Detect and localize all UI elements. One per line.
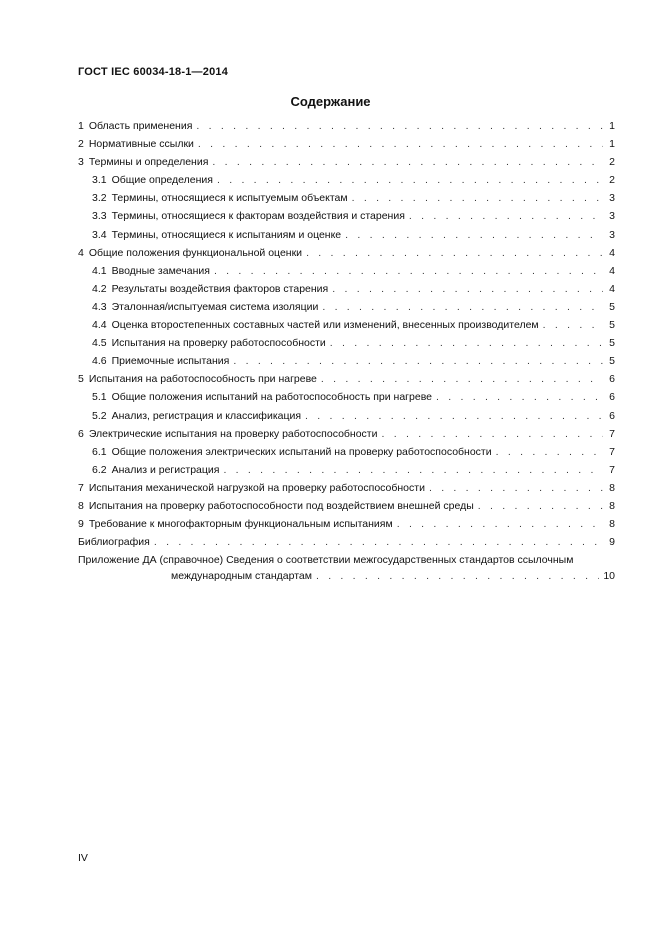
toc-entry-page: 7 bbox=[609, 427, 615, 440]
toc-entry-number: 1 bbox=[78, 120, 84, 132]
toc-entry-page: 5 bbox=[609, 319, 615, 332]
dot-leader bbox=[397, 518, 603, 530]
toc-entry-number: 6.2 bbox=[92, 463, 107, 476]
toc-entry-page: 5 bbox=[609, 355, 615, 368]
page-title: Содержание bbox=[290, 94, 371, 109]
toc-entry-page: 2 bbox=[609, 174, 615, 187]
toc-entry-page: 6 bbox=[609, 391, 615, 404]
toc-entry-number: 9 bbox=[78, 518, 84, 531]
toc-entry-number: 3.2 bbox=[92, 192, 107, 205]
toc-entry[interactable] bbox=[78, 391, 615, 409]
toc-entry[interactable] bbox=[78, 174, 615, 192]
dot-leader bbox=[345, 229, 603, 241]
toc-entry-title: Библиография bbox=[78, 536, 150, 549]
dot-leader bbox=[198, 138, 603, 150]
toc-entry[interactable] bbox=[78, 446, 615, 464]
toc-entry-title: Общие определения bbox=[111, 174, 213, 187]
dot-leader bbox=[322, 301, 603, 313]
toc-entry-page: 6 bbox=[609, 409, 615, 422]
toc-entry[interactable] bbox=[78, 482, 615, 500]
toc-entry-number: 5.1 bbox=[92, 391, 107, 404]
toc-entry-page: 7 bbox=[609, 445, 615, 458]
dot-leader bbox=[382, 428, 604, 440]
toc-appendix-page: 10 bbox=[603, 570, 615, 583]
dot-leader bbox=[305, 410, 603, 422]
toc-entry-title: Область применения bbox=[88, 120, 193, 132]
toc-entry-number: 3.1 bbox=[92, 174, 107, 187]
toc-entry-title: Термины, относящиеся к факторам воздействия и старения bbox=[111, 210, 405, 223]
toc-entry-page: 1 bbox=[609, 138, 615, 151]
toc-entry-page: 4 bbox=[609, 282, 615, 295]
toc-entry-page: 5 bbox=[609, 300, 615, 313]
toc-entry-number: 4.3 bbox=[92, 300, 107, 313]
toc-entry[interactable] bbox=[78, 319, 615, 337]
toc-entry-page: 8 bbox=[609, 481, 615, 494]
toc-entry-title: Испытания на проверку работоспособности под воздействием внешней среды bbox=[88, 499, 474, 512]
toc-entry-title: Общие положения испытаний на работоспособность при нагреве bbox=[111, 391, 432, 404]
toc-entry-title: Термины, относящиеся к испытуемым объектам bbox=[111, 192, 348, 205]
toc-entry-title: Результаты воздействия факторов старения bbox=[111, 282, 329, 295]
toc-entry-number: 4.5 bbox=[92, 337, 107, 350]
toc-entry[interactable] bbox=[78, 138, 615, 156]
page-number: IV bbox=[78, 852, 88, 864]
toc-entry-page: 3 bbox=[609, 192, 615, 205]
toc-entry[interactable] bbox=[78, 229, 615, 247]
toc-entry-title: Вводные замечания bbox=[111, 264, 210, 277]
toc-entry-number: 4 bbox=[78, 246, 84, 259]
toc-entry-title: Термины и определения bbox=[88, 156, 209, 169]
toc-entry[interactable] bbox=[78, 120, 615, 138]
toc-entry-number: 3.4 bbox=[92, 228, 107, 241]
toc-entry-number: 5 bbox=[78, 373, 84, 386]
toc-entry[interactable] bbox=[78, 210, 615, 228]
toc-entry-number: 8 bbox=[78, 499, 84, 512]
toc-appendix-entry[interactable] bbox=[78, 554, 615, 570]
toc-entry-page: 6 bbox=[609, 373, 615, 386]
toc-entry[interactable] bbox=[78, 247, 615, 265]
dot-leader bbox=[543, 319, 603, 331]
toc-entry-number: 3 bbox=[78, 156, 84, 169]
toc-entry-page: 4 bbox=[609, 246, 615, 259]
toc-entry-number: 2 bbox=[78, 138, 84, 151]
dot-leader bbox=[496, 446, 603, 458]
toc-entry[interactable] bbox=[78, 428, 615, 446]
toc-entry-title: Приемочные испытания bbox=[111, 355, 230, 368]
toc-appendix-title-line2: международным стандартам bbox=[171, 570, 312, 583]
toc-entry[interactable] bbox=[78, 464, 615, 482]
toc-entry[interactable] bbox=[78, 337, 615, 355]
toc-entry-title: Термины, относящиеся к испытаниям и оценке bbox=[111, 228, 342, 241]
dot-leader bbox=[316, 570, 599, 582]
dot-leader bbox=[233, 355, 603, 367]
toc-entry-page: 8 bbox=[609, 518, 615, 531]
toc-entry-page: 7 bbox=[609, 463, 615, 476]
toc-entry[interactable] bbox=[78, 192, 615, 210]
toc-entry-number: 4.4 bbox=[92, 319, 107, 332]
dot-leader bbox=[330, 337, 603, 349]
toc-entry-page: 2 bbox=[609, 156, 615, 169]
dot-leader bbox=[306, 247, 603, 259]
toc-entry[interactable] bbox=[78, 373, 615, 391]
toc-entry-number: 5.2 bbox=[92, 409, 107, 422]
toc-entry-number: 4.2 bbox=[92, 282, 107, 295]
toc-entry-title: Испытания на работоспособность при нагреве bbox=[88, 373, 317, 386]
toc-appendix-entry-continued[interactable] bbox=[78, 570, 615, 588]
toc-entry-title: Электрические испытания на проверку работоспособности bbox=[88, 427, 378, 440]
dot-leader bbox=[217, 174, 603, 186]
toc-entry-page: 9 bbox=[609, 536, 615, 549]
toc-entry-page: 1 bbox=[609, 120, 615, 132]
toc-entry[interactable] bbox=[78, 536, 615, 554]
toc-entry-number: 6 bbox=[78, 427, 84, 440]
dot-leader bbox=[429, 482, 603, 494]
toc-entry-number: 4.6 bbox=[92, 355, 107, 368]
dot-leader bbox=[352, 192, 603, 204]
toc-entry-title: Требование к многофакторным функциональным испытаниям bbox=[88, 518, 393, 531]
toc-entry-page: 4 bbox=[609, 264, 615, 277]
dot-leader bbox=[332, 283, 603, 295]
toc-entry-title: Испытания на проверку работоспособности bbox=[111, 337, 326, 350]
toc-entry-title: Нормативные ссылки bbox=[88, 138, 194, 151]
toc-entry[interactable] bbox=[78, 301, 615, 319]
dot-leader bbox=[214, 265, 603, 277]
toc-entry-page: 3 bbox=[609, 210, 615, 223]
toc-entry-page: 8 bbox=[609, 499, 615, 512]
toc-entry-title: Оценка второстепенных составных частей или изменений, внесенных производителем bbox=[111, 319, 539, 332]
toc-entry[interactable] bbox=[78, 355, 615, 373]
toc-entry-number: 7 bbox=[78, 481, 84, 494]
toc-entry-title: Общие положения функциональной оценки bbox=[88, 246, 303, 259]
document-code: ГОСТ IEC 60034-18-1—2014 bbox=[78, 66, 229, 78]
dot-leader bbox=[212, 156, 603, 168]
toc-entry-page: 5 bbox=[609, 337, 615, 350]
toc-entry[interactable] bbox=[78, 265, 615, 283]
dot-leader bbox=[196, 120, 603, 132]
toc-entry-title: Испытания механической нагрузкой на проверку работоспособности bbox=[88, 481, 425, 494]
toc-entry[interactable] bbox=[78, 518, 615, 536]
dot-leader bbox=[223, 464, 603, 476]
toc-entry-number: 6.1 bbox=[92, 445, 107, 458]
dot-leader bbox=[436, 391, 603, 403]
toc-entry-title: Эталонная/испытуемая система изоляции bbox=[111, 300, 319, 313]
toc-entry[interactable] bbox=[78, 410, 615, 428]
dot-leader bbox=[478, 500, 603, 512]
toc-appendix-title-line1: Приложение ДА (справочное) Сведения о соответствии межгосударственных стандартов ссылочным bbox=[78, 554, 574, 567]
toc-entry[interactable] bbox=[78, 156, 615, 174]
dot-leader bbox=[409, 210, 603, 222]
toc-entry-number: 3.3 bbox=[92, 210, 107, 223]
dot-leader bbox=[321, 373, 603, 385]
toc-entry-title: Анализ, регистрация и классификация bbox=[111, 409, 302, 422]
toc-entry[interactable] bbox=[78, 500, 615, 518]
toc-entry[interactable] bbox=[78, 283, 615, 301]
toc-entry-title: Общие положения электрических испытаний на проверку работоспособности bbox=[111, 445, 492, 458]
dot-leader bbox=[154, 536, 603, 548]
table-of-contents bbox=[78, 120, 615, 588]
toc-entry-title: Анализ и регистрация bbox=[111, 463, 220, 476]
toc-entry-number: 4.1 bbox=[92, 264, 107, 277]
toc-entry-page: 3 bbox=[609, 228, 615, 241]
